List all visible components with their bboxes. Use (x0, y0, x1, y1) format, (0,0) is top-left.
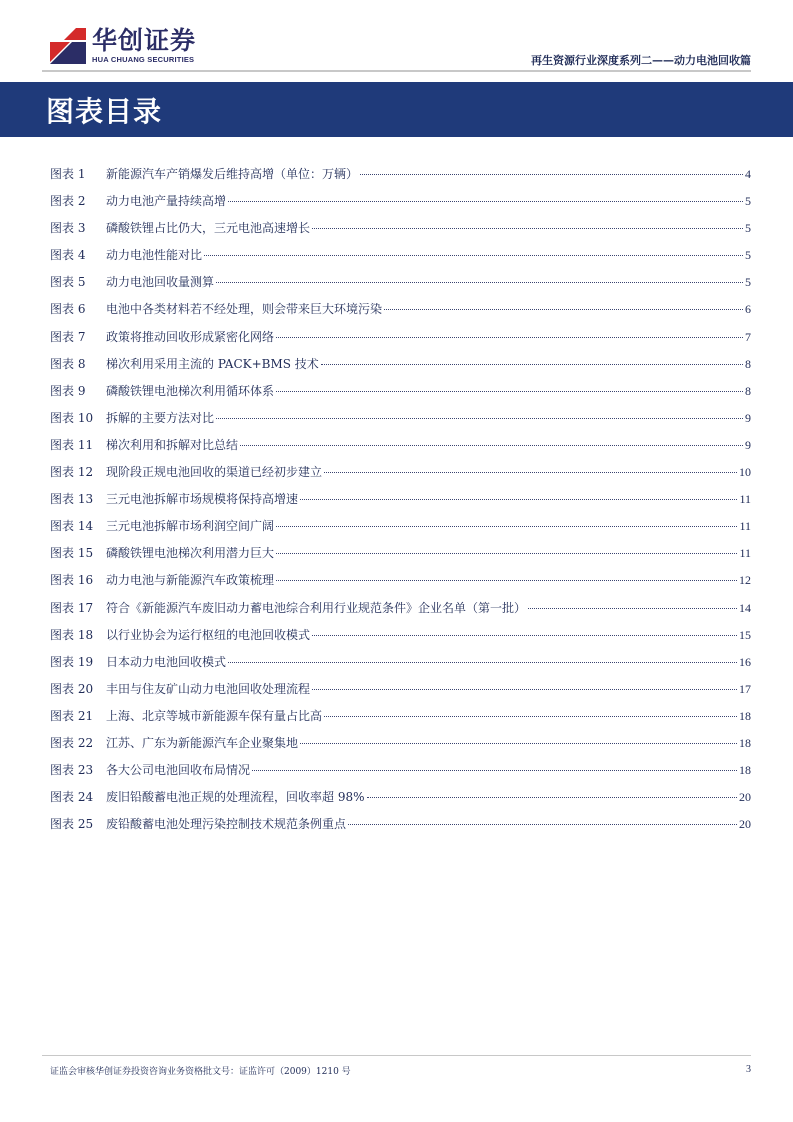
toc-entry[interactable] (50, 788, 751, 815)
toc-entry-label: 图表 7 (50, 329, 86, 344)
toc-entry-page: 17 (739, 681, 751, 696)
toc-entry-label: 图表 5 (50, 275, 86, 290)
toc-entry-page: 20 (739, 790, 751, 805)
toc-entry-label: 图表 16 (50, 573, 94, 588)
toc-entry-label: 图表 15 (50, 546, 94, 561)
toc-entry-label: 图表 12 (50, 465, 94, 480)
toc-entry-page: 10 (739, 465, 751, 480)
license-note: 证监会审核华创证券投资咨询业务资格批文号：证监许可（2009）1210 号 (50, 1067, 351, 1077)
toc-dot-leader (300, 743, 737, 744)
toc-entry[interactable] (50, 409, 751, 436)
toc-entry-label: 图表 19 (50, 654, 94, 669)
toc-entry[interactable] (50, 300, 751, 327)
toc-entry[interactable] (50, 517, 751, 544)
toc-entry-page: 4 (745, 167, 751, 181)
toc-entry[interactable] (50, 707, 751, 734)
toc-entry-label: 图表 23 (50, 763, 94, 778)
toc-entry-title: 梯次利用和拆解对比总结 (106, 437, 239, 452)
toc-entry-page: 5 (745, 248, 751, 263)
toc-dot-leader (216, 418, 743, 419)
toc-entry-title: 日本动力电池回收模式 (106, 654, 227, 669)
toc-entry-label: 图表 6 (50, 302, 86, 317)
section-banner (0, 82, 793, 137)
toc-dot-leader (252, 770, 737, 771)
toc-dot-leader (228, 662, 737, 663)
toc-entry-page: 20 (739, 817, 751, 832)
toc-entry-title: 废旧铅酸蓄电池正规的处理流程，回收率超 98% (106, 790, 365, 805)
toc-dot-leader (312, 228, 743, 229)
section-title: 图表目录 (46, 95, 163, 128)
toc-entry-label: 图表 22 (50, 735, 94, 750)
toc-entry[interactable] (50, 192, 751, 219)
toc-entry-label: 图表 3 (50, 221, 86, 236)
toc-entry-label: 图表 8 (50, 356, 86, 371)
toc-entry[interactable] (50, 761, 751, 788)
toc-entry-page: 5 (745, 275, 751, 290)
toc-entry[interactable] (50, 653, 751, 680)
toc-entry-page: 6 (745, 302, 751, 317)
toc-entry-label: 图表 1 (50, 167, 86, 181)
toc-dot-leader (276, 391, 743, 392)
toc-entry[interactable] (50, 436, 751, 463)
logo-mark-icon (50, 28, 86, 64)
toc-entry-title: 磷酸铁锂电池梯次利用潜力巨大 (106, 546, 275, 561)
toc-entry-label: 图表 4 (50, 248, 86, 263)
toc-entry[interactable] (50, 382, 751, 409)
toc-entry-label: 图表 9 (50, 383, 86, 398)
toc-dot-leader (528, 608, 737, 609)
toc-dot-leader (228, 201, 743, 202)
page-number: 3 (746, 1064, 751, 1075)
toc-entry-page: 18 (739, 735, 751, 750)
toc-entry-page: 5 (745, 221, 751, 236)
toc-entry-page: 15 (739, 627, 751, 642)
toc-entry-page: 14 (739, 600, 751, 615)
toc-entry-page: 11 (739, 492, 751, 507)
toc-dot-leader (360, 174, 743, 175)
toc-entry-page: 12 (739, 573, 751, 588)
toc-entry-title: 动力电池回收量测算 (106, 275, 215, 290)
toc-entry-title: 拆解的主要方法对比 (106, 410, 215, 425)
toc-entry-title: 现阶段正规电池回收的渠道已经初步建立 (106, 465, 323, 480)
toc-entry-page: 5 (745, 194, 751, 209)
toc-entry-page: 11 (739, 519, 751, 534)
toc-entry[interactable] (50, 273, 751, 300)
toc-entry[interactable] (50, 571, 751, 598)
toc-entry-label: 图表 2 (50, 194, 86, 209)
toc-entry-label: 图表 14 (50, 519, 94, 534)
toc-entry-page: 7 (745, 329, 751, 344)
toc-entry-title: 动力电池性能对比 (106, 248, 203, 263)
toc-entry-title: 磷酸铁锂电池梯次利用循环体系 (106, 383, 275, 398)
company-logo (50, 28, 196, 64)
toc-entry-title: 各大公司电池回收布局情况 (106, 763, 251, 778)
toc-dot-leader (384, 309, 743, 310)
toc-entry-label: 图表 17 (50, 600, 94, 615)
toc-entry[interactable] (50, 599, 751, 626)
report-series-title: 再生资源行业深度系列二——动力电池回收篇 (531, 54, 751, 67)
toc-entry-title: 以行业协会为运行枢纽的电池回收模式 (106, 627, 311, 642)
toc-dot-leader (348, 824, 737, 825)
toc-dot-leader (240, 445, 743, 446)
toc-dot-leader (321, 364, 743, 365)
toc-dot-leader (276, 553, 737, 554)
toc-dot-leader (276, 526, 737, 527)
toc-entry-title: 磷酸铁锂占比仍大，三元电池高速增长 (106, 221, 311, 236)
logo-english-name: HUA CHUANG SECURITIES (92, 55, 195, 64)
toc-entry-title: 新能源汽车产销爆发后维持高增（单位：万辆） (106, 167, 359, 181)
toc-entry[interactable] (50, 490, 751, 517)
toc-entry-label: 图表 13 (50, 492, 94, 507)
toc-entry[interactable] (50, 246, 751, 273)
toc-entry[interactable] (50, 544, 751, 571)
toc-entry-page: 8 (745, 383, 751, 398)
footer-divider (42, 1055, 751, 1056)
toc-entry-title: 电池中各类材料若不经处理，则会带来巨大环境污染 (106, 302, 383, 317)
toc-entry-title: 梯次利用采用主流的 PACK+BMS 技术 (106, 356, 319, 371)
toc-entry-label: 图表 25 (50, 817, 94, 832)
toc-entry[interactable] (50, 165, 751, 192)
toc-entry-title: 上海、北京等城市新能源车保有量占比高 (106, 708, 323, 723)
toc-entry-title: 江苏、广东为新能源汽车企业聚集地 (106, 735, 299, 750)
toc-entry-label: 图表 10 (50, 410, 94, 425)
toc-dot-leader (312, 689, 737, 690)
toc-entry-page: 18 (739, 708, 751, 723)
toc-dot-leader (324, 716, 737, 717)
toc-entry-title: 三元电池拆解市场利润空间广阔 (106, 519, 275, 534)
toc-dot-leader (367, 797, 738, 798)
toc-entry-label: 图表 20 (50, 681, 94, 696)
header-divider (42, 70, 751, 72)
toc-dot-leader (276, 580, 737, 581)
toc-entry-title: 丰田与住友矿山动力电池回收处理流程 (106, 681, 311, 696)
toc-entry-title: 动力电池与新能源汽车政策梳理 (106, 573, 275, 588)
toc-entry-title: 符合《新能源汽车废旧动力蓄电池综合利用行业规范条件》企业名单（第一批） (106, 600, 527, 615)
toc-entry[interactable] (50, 355, 751, 382)
table-of-figures (50, 165, 751, 842)
toc-entry-title: 三元电池拆解市场规模将保持高增速 (106, 492, 299, 507)
toc-entry-page: 18 (739, 763, 751, 778)
toc-entry-page: 16 (739, 654, 751, 669)
toc-entry-label: 图表 18 (50, 627, 94, 642)
toc-entry[interactable] (50, 219, 751, 246)
toc-entry[interactable] (50, 734, 751, 761)
toc-entry-label: 图表 11 (50, 437, 94, 452)
toc-entry-label: 图表 21 (50, 708, 94, 723)
toc-dot-leader (204, 255, 743, 256)
toc-entry-label: 图表 24 (50, 790, 94, 805)
toc-entry-page: 9 (745, 437, 751, 452)
toc-dot-leader (300, 499, 737, 500)
toc-entry-page: 11 (739, 546, 751, 561)
toc-dot-leader (276, 337, 743, 338)
toc-entry-page: 8 (745, 356, 751, 371)
toc-entry[interactable] (50, 463, 751, 490)
toc-entry-title: 废铅酸蓄电池处理污染控制技术规范条例重点 (106, 817, 347, 832)
toc-entry-title: 政策将推动回收形成紧密化网络 (106, 329, 275, 344)
toc-entry[interactable] (50, 328, 751, 355)
logo-chinese-name: 华创证券 (92, 26, 197, 55)
toc-dot-leader (216, 282, 743, 283)
toc-entry[interactable] (50, 626, 751, 653)
toc-entry[interactable] (50, 815, 751, 842)
toc-dot-leader (312, 635, 737, 636)
toc-dot-leader (324, 472, 737, 473)
toc-entry[interactable] (50, 680, 751, 707)
toc-entry-page: 9 (745, 410, 751, 425)
toc-entry-title: 动力电池产量持续高增 (106, 194, 227, 209)
